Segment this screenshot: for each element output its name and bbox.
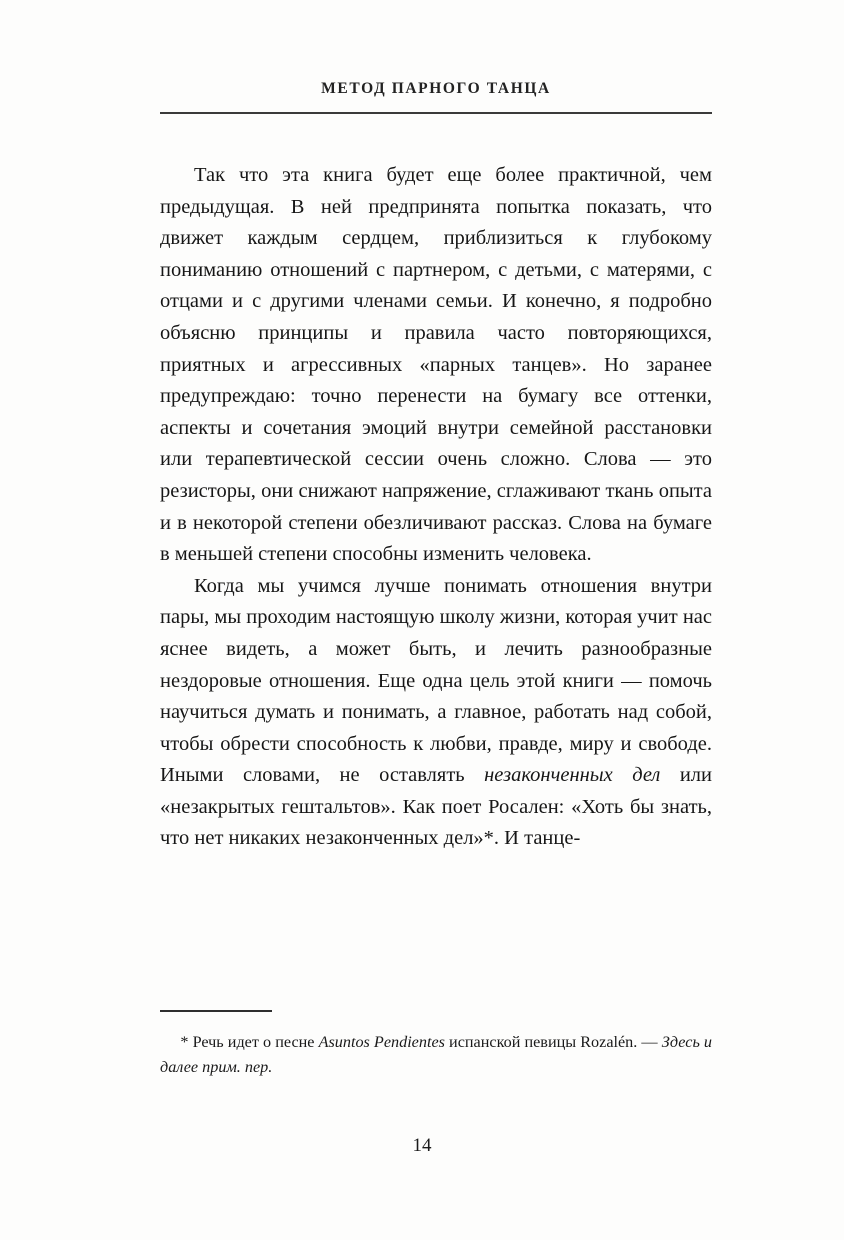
footnote-text-b: испанской певицы Rozalén. — — [444, 1033, 662, 1051]
footnote-marker: * — [180, 1033, 189, 1051]
page-number: 14 — [412, 1135, 432, 1156]
footnote-text — [160, 1030, 712, 1080]
page-content — [160, 80, 712, 855]
paragraph-2-emphasis: незаконченных дел — [484, 764, 661, 787]
footnote-divider — [160, 1010, 272, 1012]
running-head: МЕТОД ПАРНОГО ТАНЦА — [321, 80, 551, 97]
footnote-translator-note: Здесь и далее прим. пер. — [160, 1033, 713, 1076]
footnote-text-a: Речь идет о песне — [188, 1033, 319, 1051]
paragraph-1: Так что эта книга будет еще более практичной, чем предыдущая. В ней предпринята попытка показать, что движет каждым сердцем, приблизиться к глубокому пониманию отношений с партнером, с детьми, с матерями, с отцами и с другими членами семьи. И конечно, я подробно объясню принципы и правила часто повторяющихся, приятных и агрессивных «парных танцев». Но заранее предупреждаю: точно перенести на бумагу все оттенки, аспекты и сочетания эмоций внутри семейной расстановки или терапевтической сессии очень сложно. Слова — это резисторы, они снижают напряжение, сглаживают ткань опыта и в некоторой степени обезличивают рассказ. Слова на бумаге в меньшей степени способны изменить человека. — [160, 164, 712, 566]
paragraph-2 — [160, 571, 712, 855]
footnote-song-title: Asuntos Pendientes — [318, 1033, 445, 1051]
paragraph-2-text-a: Когда мы учимся лучше понимать отношения внутри пары, мы проходим настоящую школу жизни, которая учит нас яснее видеть, а может быть, и лечить разнообразные нездоровые отношения. Еще одна цель этой книги — помочь научиться думать и понимать, а главное, работать над собой, чтобы обрести способность к любви, правде, миру и свободе. Иными словами, не оставлять — [160, 574, 712, 787]
paragraph-2-text-b: или «незакрытых гештальтов». Как поет Росален: «Хоть бы знать, что нет никаких незаконченных дел»*. И танце- — [160, 764, 713, 850]
body-text — [160, 160, 712, 855]
header-divider — [160, 112, 712, 114]
footnote-area — [160, 1010, 712, 1080]
